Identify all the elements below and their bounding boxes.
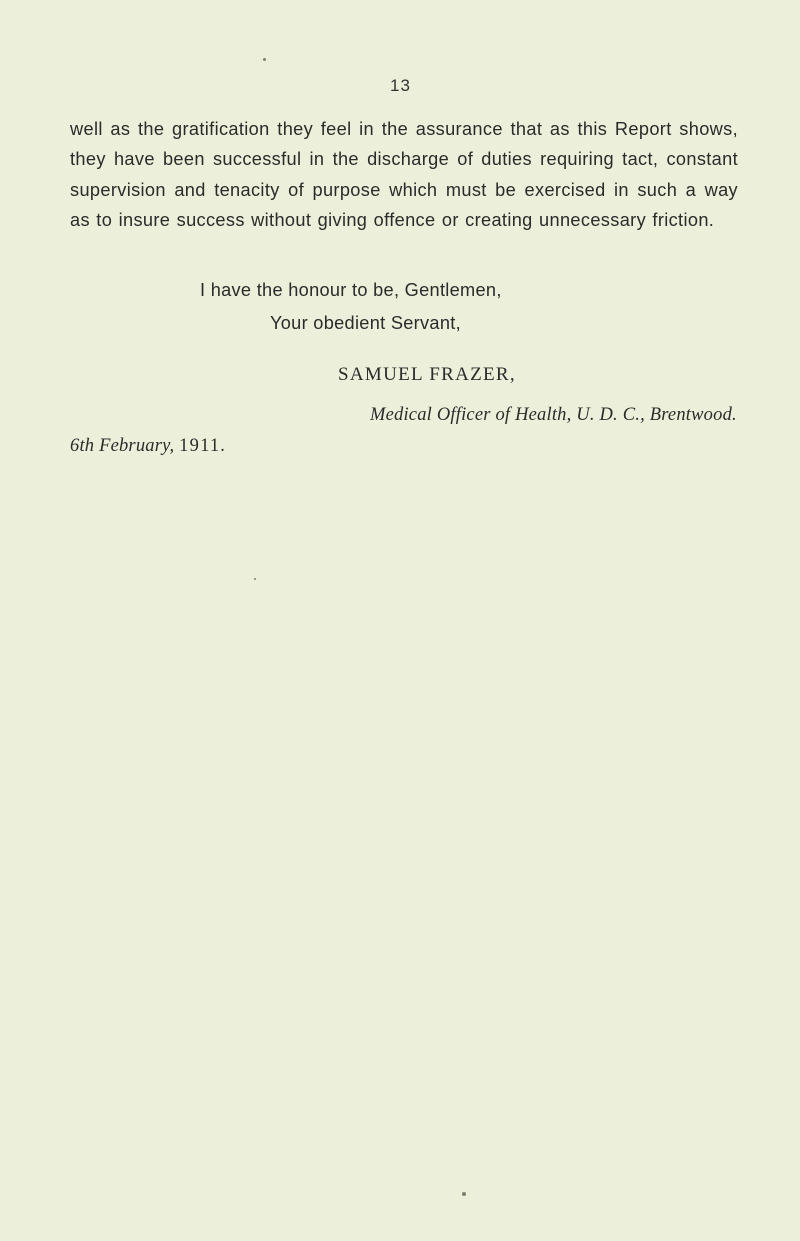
date-year: 1911. <box>179 436 227 456</box>
date-day-month: 6th February, <box>70 436 175 456</box>
signatory-name: SAMUEL FRAZER, <box>338 364 516 385</box>
closing-servant-line: Your obedient Servant, <box>270 313 461 333</box>
closing-salutation: I have the honour to be, Gentlemen, <box>200 280 502 300</box>
paper-speck <box>254 578 256 580</box>
paper-speck <box>462 1192 466 1196</box>
signatory-title: Medical Officer of Health, U. D. C., Brentwood. <box>370 405 737 425</box>
body-paragraph: well as the gratification they feel in the assurance that as this Report shows, they have been successful in the discharge of duties requiring tact, constant supervision and tenacity of purpose which must be exercised in such a way as to insure success without giving offence or creating unnecessary friction. <box>70 119 738 231</box>
page-number: 13 <box>390 76 411 95</box>
paper-speck <box>263 58 266 61</box>
date-line <box>70 436 226 457</box>
